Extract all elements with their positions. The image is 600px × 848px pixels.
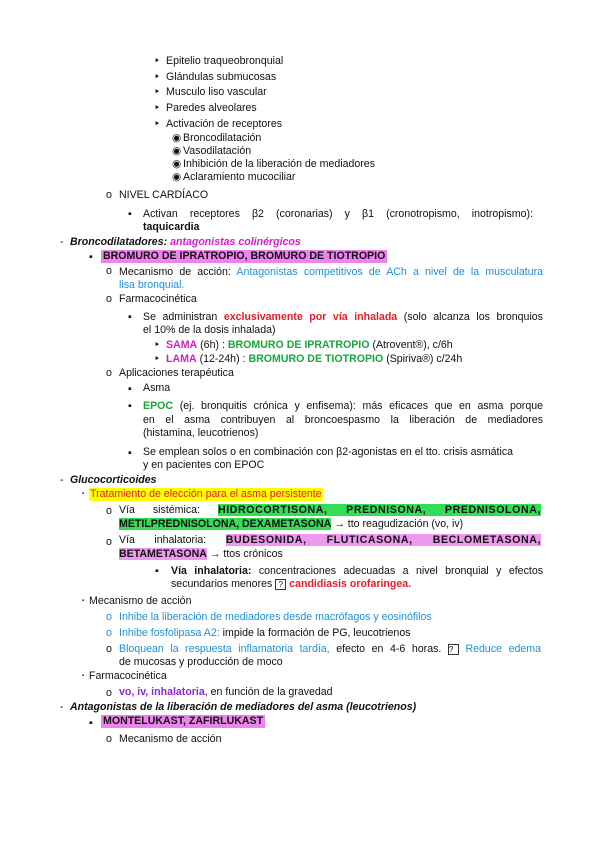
list-item [166, 339, 453, 352]
paragraph: Activan receptores β2 (coronarias) y β1 (cronotropismo, inotropismo): [143, 208, 533, 220]
circle-bullet-icon: o [106, 505, 112, 517]
label: Vía inhalatoria: [171, 565, 252, 577]
list-item [119, 627, 411, 640]
text: (6h) : [200, 339, 225, 351]
square-bullet-icon: ▪ [128, 383, 132, 395]
dot-bullet-icon: ▪ [89, 717, 93, 729]
list-item: Asma [143, 382, 171, 394]
square-bullet-icon: ▪ [128, 400, 132, 412]
paragraph [119, 533, 541, 547]
circle-bullet-icon: o [106, 367, 112, 379]
text: y en pacientes con EPOC [143, 459, 265, 471]
box-icon: ? [275, 579, 286, 590]
list-item [166, 353, 462, 366]
text: (histamina, leucotrienos) [143, 427, 259, 439]
paragraph [143, 310, 543, 324]
list-item: Musculo liso vascular [166, 86, 267, 98]
list-item: Vasodilatación [183, 145, 252, 157]
drug-name: BROMURO DE TIOTROPIO [248, 353, 384, 365]
text: tto reagudización (vo, iv) [347, 518, 464, 530]
label: Aplicaciones terapéutica [119, 367, 234, 379]
highlight-text: Tratamiento de elección para el asma persistente [90, 488, 322, 500]
tri-bullet-icon: ‣ [154, 55, 161, 67]
dot-bullet-icon: ▪ [82, 673, 85, 679]
radio-bullet-icon: ◉ [172, 132, 182, 144]
text: de mucosas y producción de moco [119, 656, 283, 668]
radio-bullet-icon: ◉ [172, 158, 182, 170]
arrow-icon: → [209, 548, 221, 560]
circle-bullet-icon: o [106, 687, 112, 699]
section-subtitle: antagonistas colinérgicos [170, 236, 301, 248]
text [119, 518, 463, 531]
text: (12-24h) : [199, 353, 246, 365]
label: Farmacocinética [119, 293, 197, 305]
drug-name: BETAMETASONA [119, 548, 207, 560]
label: Farmacocinética [89, 670, 167, 682]
dot-bullet-icon: ▪ [82, 598, 85, 604]
drug-name: METILPREDNISOLONA, DEXAMETASONA [119, 518, 332, 530]
tri-bullet-icon: ‣ [154, 353, 161, 365]
paragraph [119, 503, 541, 517]
list-item: Epitelio traqueobronquial [166, 55, 284, 67]
circle-bullet-icon: o [106, 627, 112, 639]
text: impide la formación de PG, leucotrienos [222, 627, 411, 639]
circle-bullet-icon: o [106, 293, 112, 305]
list-item [119, 686, 333, 699]
emphasis-text: exclusivamente por vía inhalada [223, 311, 398, 323]
circle-bullet-icon: o [106, 611, 112, 623]
label: Mecanismo de acción [89, 595, 192, 607]
paragraph [119, 642, 541, 656]
dash-bullet-icon: - [60, 236, 64, 248]
list-item: Aclaramiento mucociliar [183, 171, 296, 183]
tri-bullet-icon: ‣ [154, 71, 161, 83]
paragraph [171, 564, 543, 578]
text: Se administran [143, 311, 218, 323]
text: , en función de la gravedad [204, 686, 333, 698]
label: Mecanismo de acción [119, 733, 222, 745]
section-title: Antagonistas de la liberación de mediadores del asma (leucotrienos) [70, 701, 417, 713]
circle-bullet-icon: o [106, 643, 112, 655]
arrow-icon: → [334, 518, 345, 530]
emphasis-text: candidiasis orofaringea. [289, 578, 412, 590]
drug-name: BUDESONIDA, FLUTICASONA, BECLOMETASONA, [225, 534, 541, 546]
circle-bullet-icon: o [106, 189, 112, 201]
list-item: Activación de receptores [166, 118, 283, 130]
tri-bullet-icon: ‣ [154, 339, 161, 351]
square-bullet-icon: ▪ [128, 208, 132, 220]
radio-bullet-icon: ◉ [172, 145, 182, 157]
text: concentraciones adecuadas a nivel bronquial y efectos [258, 565, 544, 577]
text [119, 548, 283, 561]
tri-bullet-icon: ‣ [154, 102, 161, 114]
text: (Spiriva®) c/24h [386, 353, 463, 365]
drug-class: SAMA [166, 339, 198, 351]
drug-name: HIDROCORTISONA, PREDNISONA, PREDNISOLONA, [217, 504, 541, 516]
highlight-text: Bloquean la respuesta inflamatoria tardía, [119, 643, 330, 655]
text: (Atrovent®), c/6h [372, 339, 453, 351]
list-item: Paredes alveolares [166, 102, 257, 114]
text: efecto en 4-6 horas. [336, 643, 442, 655]
text: (ej. bronquitis crónica y enfisema): más eficaces que en asma porque [179, 400, 543, 412]
label: Mecanismo de acción: [119, 266, 231, 278]
drug-name: MONTELUKAST, ZAFIRLUKAST [103, 715, 264, 727]
text: ttos crónicos [223, 548, 283, 560]
drug-class: LAMA [166, 353, 197, 365]
highlight-text: Antagonistas competitivos de ACh a nivel de la musculatura [236, 266, 544, 278]
dot-bullet-icon: ▪ [89, 251, 93, 263]
circle-bullet-icon: o [106, 265, 112, 277]
radio-bullet-icon: ◉ [172, 171, 182, 183]
list-item: Glándulas submucosas [166, 71, 277, 83]
label: Vía inhalatoria: [119, 534, 207, 546]
dash-bullet-icon: - [60, 474, 64, 486]
square-bullet-icon: ▪ [128, 311, 132, 323]
circle-bullet-icon: o [106, 733, 112, 745]
list-item: Inhibición de la liberación de mediadores [183, 158, 375, 170]
circle-bullet-icon: o [106, 536, 112, 548]
label: Vía sistémica: [119, 504, 200, 516]
highlight-text: Inhibe fosfolipasa A2: [119, 627, 220, 639]
section-title: Glucocorticoides [70, 474, 157, 486]
emphasis-text: vo, iv, inhalatoria [119, 686, 205, 698]
text: el 10% de la dosis inhalada) [143, 324, 276, 336]
drug-name: BROMURO DE IPRATROPIO [227, 339, 370, 351]
text: secundarios menores [171, 578, 273, 590]
highlight-text: Reduce edema [465, 643, 541, 655]
tri-bullet-icon: ‣ [154, 118, 161, 130]
text: (solo alcanza los bronquios [403, 311, 543, 323]
section-heading [70, 236, 301, 249]
paragraph [143, 399, 543, 413]
tri-bullet-icon: ‣ [154, 86, 161, 98]
paragraph [119, 265, 543, 279]
dot-bullet-icon: ▪ [82, 491, 85, 497]
dash-bullet-icon: - [60, 701, 64, 713]
drug-name: BROMURO DE IPRATROPIO, BROMURO DE TIOTROPIO [103, 250, 386, 262]
list-item: Broncodilatación [183, 132, 262, 144]
section-title: Broncodilatadores: [70, 236, 168, 248]
text: Se emplean solos o en combinación con β2-agonistas en el tto. crisis asmática [143, 446, 514, 458]
square-bullet-icon: ▪ [155, 565, 159, 577]
paragraph: en el asma contribuyen al broncoespasmo la liberación de mediadores [143, 414, 543, 426]
section-heading: NIVEL CARDÍACO [119, 189, 209, 201]
emphasis-text: EPOC [143, 400, 174, 412]
emphasis-text: taquicardia [143, 221, 200, 233]
text [171, 578, 411, 591]
box-icon: ? [448, 644, 459, 655]
square-bullet-icon: ▪ [128, 447, 132, 459]
highlight-text: Inhibe la liberación de mediadores desde macrófagos y eosinófilos [119, 611, 432, 623]
highlight-text: lisa bronquial. [119, 279, 185, 291]
